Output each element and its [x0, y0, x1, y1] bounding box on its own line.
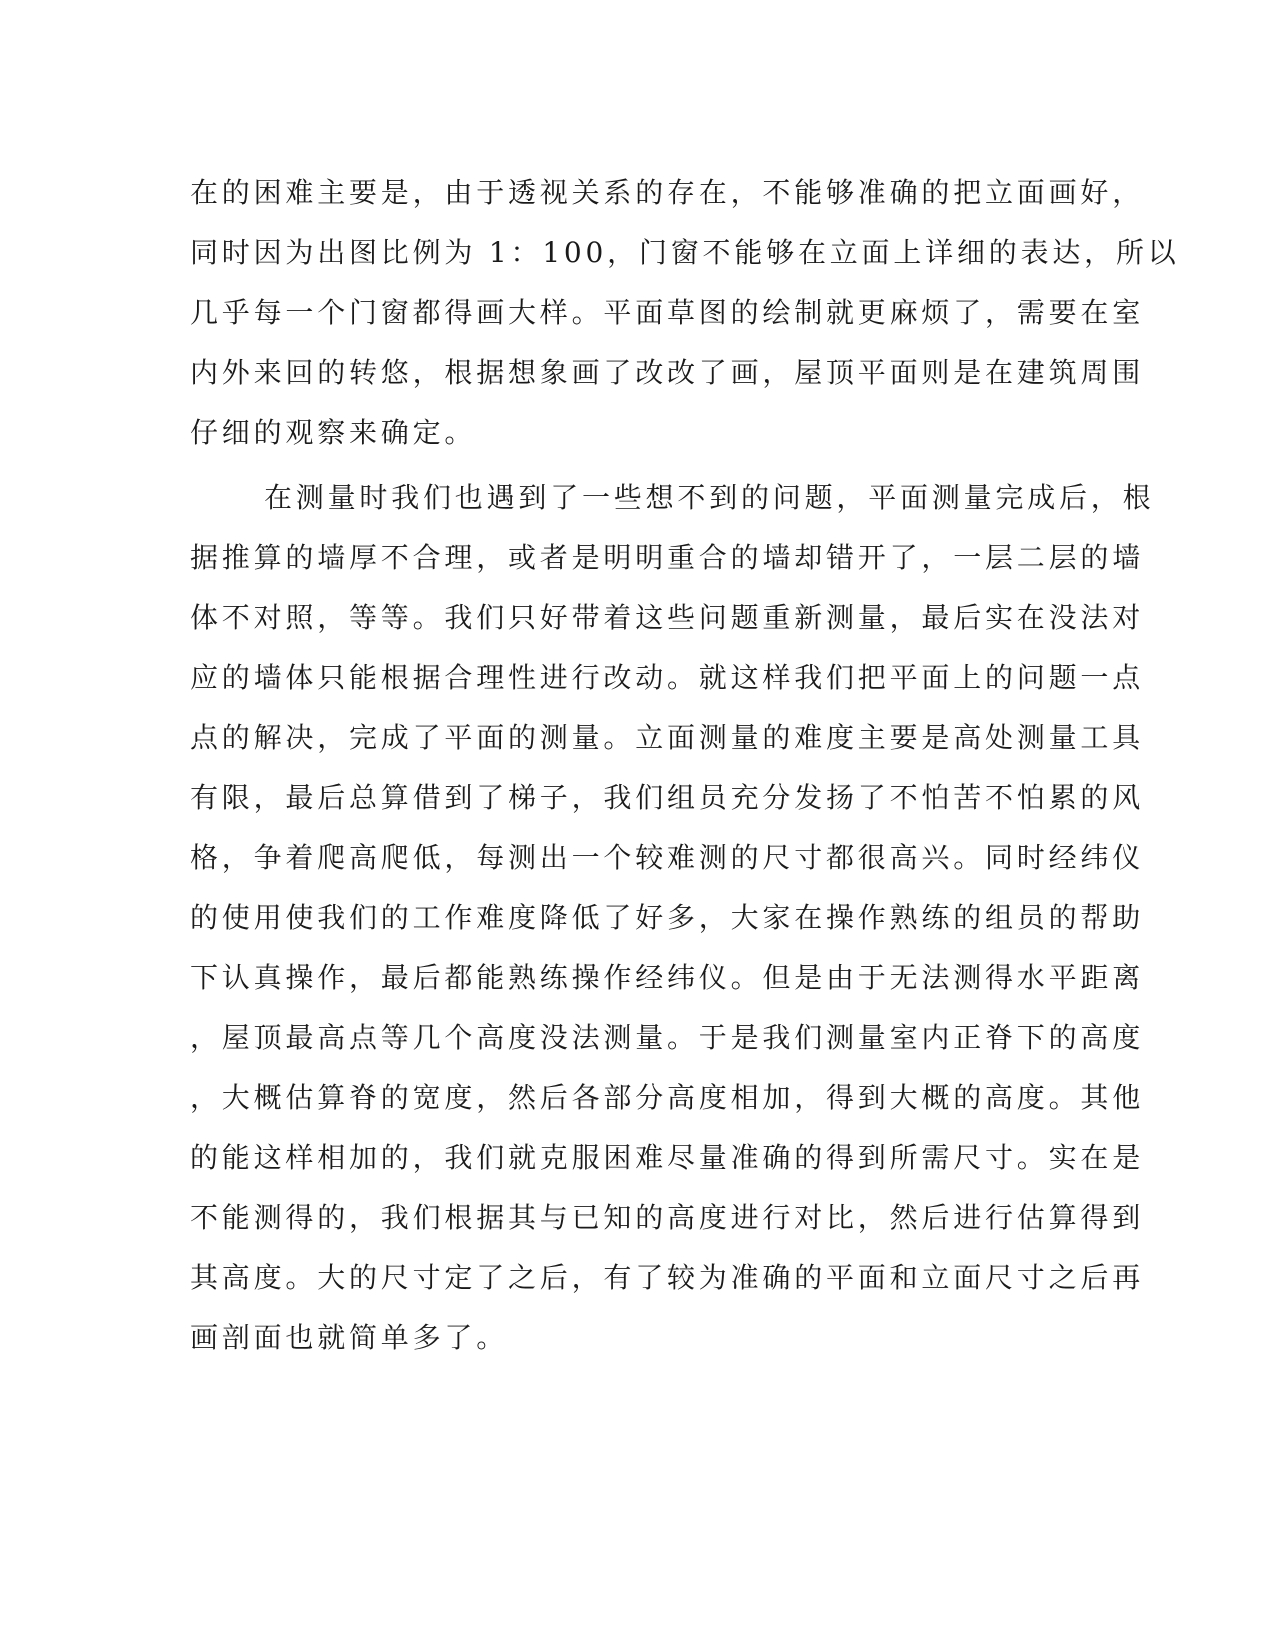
paragraph-line: 几乎每一个门窗都得画大样。平面草图的绘制就更麻烦了，需要在室: [190, 296, 1145, 329]
paragraph-line: 不能测得的，我们根据其与已知的高度进行对比，然后进行估算得到: [190, 1201, 1145, 1234]
paragraph-line: 点的解决，完成了平面的测量。立面测量的难度主要是高处测量工具: [190, 721, 1145, 754]
paragraph-line: 其高度。大的尺寸定了之后，有了较为准确的平面和立面尺寸之后再: [190, 1261, 1145, 1294]
paragraph-line: 同时因为出图比例为 1：100，门窗不能够在立面上详细的表达，所以: [190, 236, 1180, 269]
paragraph-line: 应的墙体只能根据合理性进行改动。就这样我们把平面上的问题一点: [190, 661, 1145, 694]
paragraph-line: ，大概估算脊的宽度，然后各部分高度相加，得到大概的高度。其他: [190, 1081, 1145, 1114]
paragraph-1: [190, 163, 1180, 463]
paragraph-line: 据推算的墙厚不合理，或者是明明重合的墙却错开了，一层二层的墙: [190, 541, 1145, 574]
paragraph-line: 格，争着爬高爬低，每测出一个较难测的尺寸都很高兴。同时经纬仪: [190, 841, 1145, 874]
paragraph-line: 下认真操作，最后都能熟练操作经纬仪。但是由于无法测得水平距离: [190, 961, 1145, 994]
paragraph-line: 的能这样相加的，我们就克服困难尽量准确的得到所需尺寸。实在是: [190, 1141, 1145, 1174]
paragraph-line: ，屋顶最高点等几个高度没法测量。于是我们测量室内正脊下的高度: [190, 1021, 1145, 1054]
paragraph-line: 有限，最后总算借到了梯子，我们组员充分发扬了不怕苦不怕累的风: [190, 781, 1145, 814]
paragraph-line: 体不对照，等等。我们只好带着这些问题重新测量，最后实在没法对: [190, 601, 1145, 634]
paragraph-line: 的使用使我们的工作难度降低了好多，大家在操作熟练的组员的帮助: [190, 901, 1145, 934]
paragraph-line: 画剖面也就简单多了。: [190, 1321, 509, 1354]
paragraph-line: 仔细的观察来确定。: [190, 416, 477, 449]
paragraph-line: 在的困难主要是，由于透视关系的存在，不能够准确的把立面画好，: [190, 176, 1145, 209]
paragraph-line: 内外来回的转悠，根据想象画了改改了画，屋顶平面则是在建筑周围: [190, 356, 1145, 389]
paragraph-line: 在测量时我们也遇到了一些想不到的问题，平面测量完成后，根: [264, 481, 1155, 514]
paragraph-2: [190, 468, 1155, 1368]
